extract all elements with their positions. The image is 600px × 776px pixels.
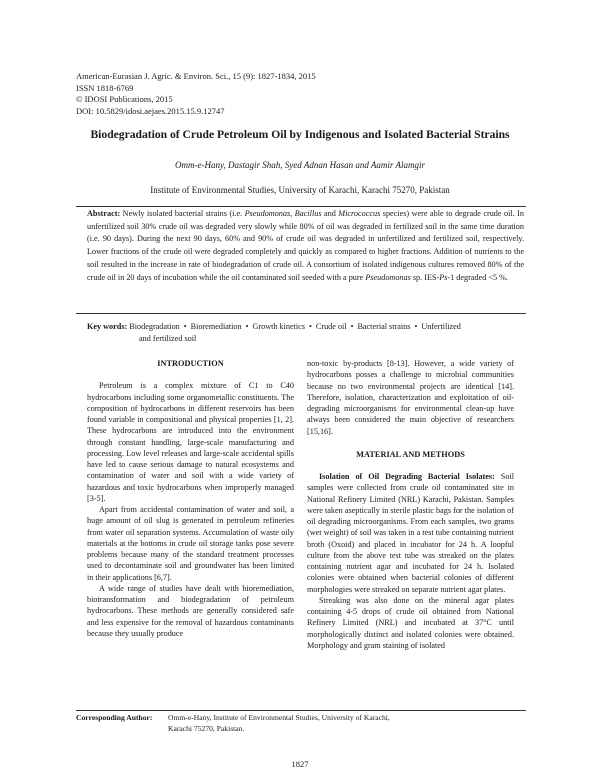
keywords-top-rule (76, 313, 526, 314)
methods-paragraph: Streaking was also done on the mineral agar plates containing 4-5 drops of crude oil obtained from National Refinery Limited (NRL) and incubated at 37°C until morphologically distinct and isolated colonies were obtained. Morphology and gram staining of isolated (307, 595, 514, 650)
bullet-icon: • (309, 322, 312, 331)
corresponding-author-line: Omm-e-Hany, Institute of Environmental Studies, University of Karachi, (168, 713, 390, 722)
keyword: Growth kinetics (252, 322, 305, 331)
keywords-label: Key words: (87, 322, 128, 331)
abstract-text: sp. IES- (410, 272, 440, 282)
keyword: Unfertilized (421, 322, 461, 331)
copyright: © IDOSI Publications, 2015 (76, 94, 173, 104)
intro-paragraph: A wide range of studies have dealt with bioremediation, biotransformation and biodegradation of petroleum hydrocarbons. These methods are generally considered safe and less expensive for the removal of hazardous contaminants because they usually produce (87, 583, 294, 638)
introduction-heading: INTRODUCTION (157, 359, 224, 368)
footnote-rule (76, 710, 526, 711)
journal-citation: American-Eurasian J. Agric. & Environ. Sci., 15 (9): 1827-1834, 2015 (76, 71, 316, 81)
corresponding-author-line: Karachi 75270, Pakistan. (168, 724, 245, 733)
affiliation: Institute of Environmental Studies, University of Karachi, Karachi 75270, Pakistan (150, 185, 450, 195)
intro-paragraph: Petroleum is a complex mixture of C1 to C40 hydrocarbons including some organometallic constituents. The composition of hydrocarbons in different reservoirs has been found variable in compositional and physical properties [1, 2]. These hydrocarbons are introduced into the environment through constant handling, large-scale manufacturing and processing. Low level releases and large-scale accidental spills have led to cause serious damage to natural ecosystems and contamination of water and soil with a wide variety of hazardous and toxic hydrocarbons when improperly managed [3-5]. (87, 381, 294, 503)
intro-paragraph-continued: non-toxic by-products [8-13]. However, a wide variety of hydrocarbons posses a challenge to microbial communities because no two environmental projects are identical [14]. Therefore, isolation, characterization and exploitation of oil-degrading microorganisms for environmental clean-up have always been considered the main objective of researchers [15,16]. (307, 359, 514, 436)
methods-text: Soil samples were collected from crude oil contaminated site in National Refinery Limited (NRL) Karachi, Pakistan. Samples were taken aseptically in sterile plastic bags for the isolation of oil degrading microorganisms. From each samples, two grams (wet weight) of soil was taken in a test tube containing nutrient broth (Oxoid) and placed in incubator for 24 h. A loopful culture from the above test tube was streaked on the plates containing nutrient agar and incubated for 24 h. Isolated colonies were obtained when bacterial colonies of different morphologies were streaked on separate nutrient agar plates. (307, 472, 515, 594)
page-number: 1827 (291, 759, 309, 769)
methods-paragraph (307, 471, 514, 595)
journal-header (76, 71, 316, 117)
abstract-text: -1 degraded <5 %. (447, 272, 508, 282)
abstract-italic: Bacillus (294, 209, 322, 218)
issn: ISSN 1818-6769 (76, 82, 134, 93)
abstract-top-rule (76, 206, 526, 207)
paper-title: Biodegradation of Crude Petroleum Oil by Indigenous and Isolated Bacterial Strains (90, 128, 510, 141)
abstract-italic: Pseudomonas (365, 272, 411, 282)
abstract (87, 208, 524, 284)
abstract-text: , (290, 209, 295, 218)
column-left (87, 358, 294, 639)
keyword: Bioremediation (190, 322, 242, 331)
spacer (307, 437, 514, 449)
bullet-icon: • (183, 322, 187, 331)
doi: DOI: 10.5829/idosi.aejaes.2015.15.9.12747 (76, 105, 225, 116)
keyword: Biodegradation (129, 322, 180, 331)
keyword: Crude oil (315, 322, 347, 331)
authors: Omm-e-Hany, Dastagir Shah, Syed Adnan Hasan and Aamir Alamgir (175, 160, 425, 170)
bullet-icon: • (350, 322, 354, 331)
methods-subheading: Isolation of Oil Degrading Bacterial Isolates: (319, 472, 495, 481)
abstract-text: and (321, 209, 339, 218)
abstract-text: Newly isolated bacterial strains (i.e. (120, 209, 245, 218)
bullet-icon: • (245, 322, 249, 331)
abstract-italic: Micrococcus (338, 209, 381, 218)
methods-heading: MATERIAL AND METHODS (356, 449, 465, 459)
keyword: Bacterial strains (357, 322, 411, 331)
intro-paragraph: Apart from accidental contamination of water and soil, a huge amount of oil slug is generated in petroleum refineries from water oil separation systems. Accumulation of waste oily materials at the bottoms in crude oil storage tanks pose severe problems because many of the standard treatment processes used to decontaminate soil and groundwater has been limited in their applications [6,7]. (87, 505, 294, 582)
abstract-label: Abstract: (87, 209, 121, 218)
abstract-italic: Pseudomonas (244, 209, 291, 218)
bullet-icon: • (414, 322, 418, 331)
column-right (307, 358, 514, 651)
corresponding-author-label: Corresponding Author: (76, 713, 153, 722)
corresponding-author-details (168, 712, 468, 734)
keywords (87, 322, 461, 331)
abstract-italic: Ps (439, 272, 448, 282)
abstract-text: species) were able to degrade crude oil. In unfertilized soil 30% crude oil was degraded very slowly while 80% of oil was degraded in fertilized soil in the same time duration (i.e. 90 days). During the next 90 days, 60% and 90% of crude oil was degraded in unfertilized and fertilized soil, respectively. Lower fractions of the crude oil were degraded completely and quickly as compared to higher fractions. Addition of nutrients to the soil resulted in the increase in rate of biodegradation of crude oil. A consortium of isolated indigenous cultures removed 80% of the crude oil in 20 days of incubation while the oil contaminated soil seeded with a pure (87, 209, 524, 282)
keywords-continuation: and fertilized soil (139, 334, 197, 343)
